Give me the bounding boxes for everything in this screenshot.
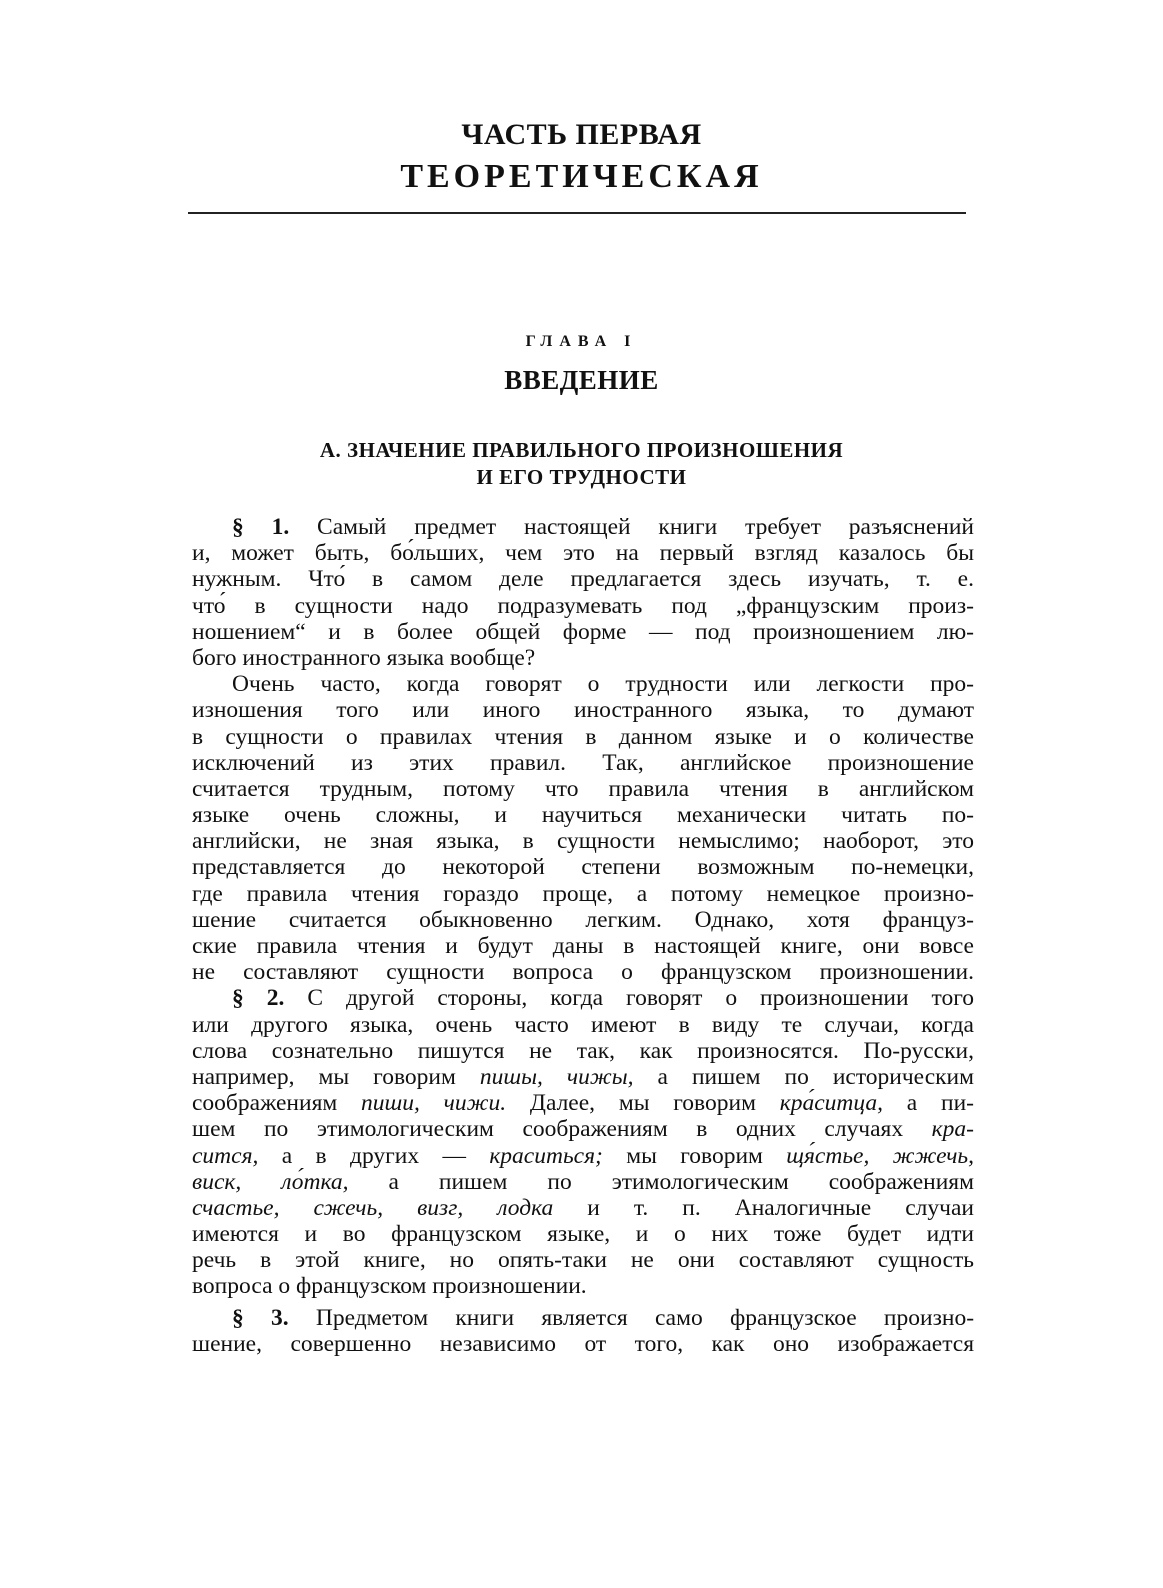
- text-fragment: Далее, мы говорим: [506, 1090, 780, 1117]
- text-line: [192, 514, 974, 540]
- text-line: изношения того или иного иностранного языка, то думают: [192, 697, 974, 724]
- italic-example: краситься;: [489, 1142, 603, 1169]
- italic-example: пишы, чижы,: [479, 1063, 634, 1090]
- paragraph-1: [192, 514, 974, 671]
- section-title-line-2: И ЕГО ТРУДНОСТИ: [476, 465, 687, 489]
- text-line: английски, не зная языка, в сущности немыслимо; наоборот, это: [192, 828, 974, 855]
- section-title-line-1: А. ЗНАЧЕНИЕ ПРАВИЛЬНОГО ПРОИЗНОШЕНИЯ: [319, 438, 844, 462]
- text-line: представляется до некоторой степени возможным по-немецки,: [192, 854, 974, 881]
- italic-example: пиши, чижи.: [361, 1090, 507, 1117]
- text-line: имеются и во французском языке, и о них тоже будет идти: [192, 1221, 974, 1248]
- text-line: [192, 985, 974, 1011]
- text-line: [192, 1195, 974, 1221]
- text-line: вопроса о французском произношении.: [192, 1273, 587, 1300]
- part-label: ЧАСТЬ ПЕРВАЯ: [461, 118, 702, 151]
- text-line: шение считается обыкновенно легким. Однако, хотя француз-: [192, 906, 974, 933]
- text-line: где правила чтения гораздо проще, а потому немецкое произно-: [192, 880, 974, 907]
- body-text: [192, 514, 974, 1357]
- text-line: шение, совершенно независимо от того, как оно изображается: [192, 1330, 974, 1357]
- text-line: нужным. Что́ в самом деле предлагается здесь изучать, т. е.: [192, 566, 974, 593]
- header-rule: [188, 212, 966, 214]
- text-line: [192, 1090, 974, 1116]
- text-line: [192, 1169, 974, 1195]
- text-line: что́ в сущности надо подразумевать под „французским произ-: [192, 592, 974, 619]
- paragraph-4: [192, 1305, 974, 1357]
- text-fragment: соображениям: [192, 1090, 362, 1117]
- italic-example: счастье, сжечь, визг, лодка: [192, 1194, 554, 1221]
- italic-example: виск, ло́тка,: [192, 1168, 349, 1195]
- text-line: Очень часто, когда говорят о трудности или легкости про-: [232, 671, 974, 698]
- text-line: слова сознательно пишутся не так, как произносятся. По-русски,: [192, 1037, 974, 1064]
- text-fragment: а пишем по этимологическим соображениям: [348, 1168, 974, 1195]
- text-line: ношением“ и в более общей форме — под произношением лю-: [192, 618, 974, 645]
- text-fragment: например, мы говорим: [192, 1063, 480, 1090]
- text-fragment: шем по этимологическим соображениям в одних случаях: [192, 1116, 932, 1143]
- text-fragment: С другой стороны, когда говорят о произношении того: [307, 985, 975, 1012]
- text-line: [192, 1305, 974, 1331]
- text-fragment: а пи-: [883, 1090, 974, 1117]
- text-line: исключений из этих правил. Так, английское произношение: [192, 749, 974, 776]
- text-line: [192, 1116, 974, 1142]
- paragraph-number: § 1.: [232, 514, 290, 540]
- text-line: не составляют сущности вопроса о французском произношении.: [192, 959, 974, 986]
- text-line: считается трудным, потому что правила чтения в английском: [192, 775, 974, 802]
- text-line: бого иностранного языка вообще?: [192, 644, 536, 671]
- italic-example: кра́ситца,: [779, 1090, 884, 1117]
- paragraph-number: § 3.: [232, 1304, 289, 1331]
- text-line: и, может быть, бо́льших, чем это на первый взгляд казалось бы: [192, 540, 974, 567]
- text-fragment: Предметом книги является само французское произно-: [315, 1304, 975, 1331]
- text-line: ские правила чтения и будут даны в настоящей книге, они вовсе: [192, 933, 974, 959]
- text-line: [192, 1143, 974, 1169]
- text-fragment: мы говорим: [602, 1142, 787, 1169]
- text-line: в сущности о правилах чтения в данном языке и о количестве: [192, 723, 974, 750]
- paragraph-3: [192, 985, 974, 1299]
- italic-example: кра-: [931, 1116, 974, 1143]
- italic-example: щя́стье, жжечь,: [786, 1142, 974, 1169]
- paragraph-2: [192, 671, 974, 985]
- section-title: [0, 437, 1163, 491]
- part-title: ТЕОРЕТИЧЕСКАЯ: [400, 158, 763, 195]
- text-fragment: а пишем по историческим: [633, 1063, 974, 1090]
- text-fragment: и т. п. Аналогичные случаи: [553, 1194, 974, 1221]
- text-line: языке очень сложны, и научиться механически читать по-: [192, 802, 974, 829]
- text-fragment: а в других —: [258, 1142, 490, 1169]
- italic-example: сится,: [192, 1142, 259, 1169]
- text-line: или другого языка, очень часто имеют в виду те случаи, когда: [192, 1011, 974, 1038]
- paragraph-number: § 2.: [232, 985, 285, 1012]
- chapter-title: ВВЕДЕНИЕ: [504, 365, 659, 395]
- text-line: речь в этой книге, но опять-таки не они составляют сущность: [192, 1247, 974, 1274]
- text-fragment: Самый предмет настоящей книги требует разъяснений: [317, 514, 974, 540]
- chapter-label: ГЛАВА I: [525, 333, 638, 350]
- text-line: [192, 1064, 974, 1090]
